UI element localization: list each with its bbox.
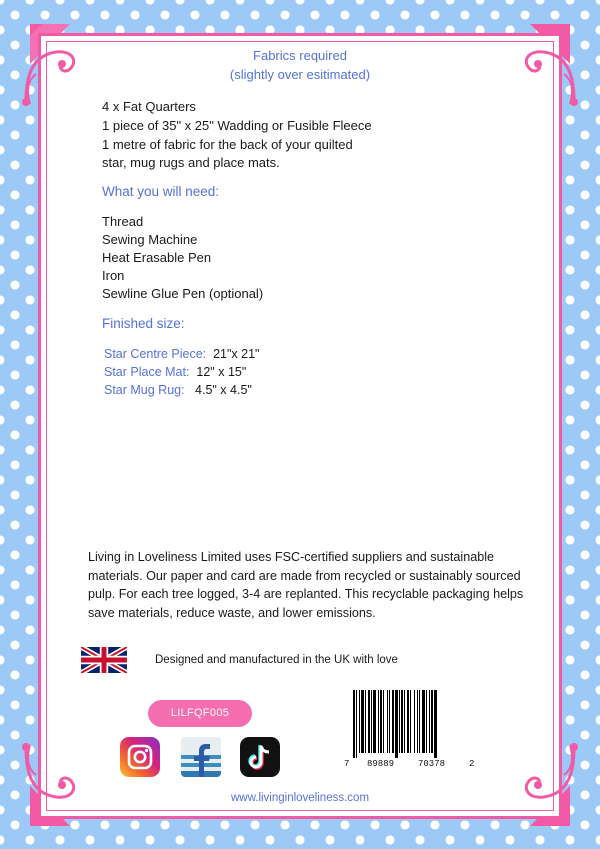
- barcode-bar: [417, 690, 418, 753]
- barcode-bar: [404, 690, 405, 753]
- barcode-bar: [389, 690, 390, 753]
- barcode-bar: [392, 690, 394, 753]
- instagram-icon[interactable]: [120, 737, 160, 777]
- barcode-bar: [431, 690, 433, 753]
- barcode-bar: [407, 690, 409, 753]
- barcode-bar: [353, 690, 355, 758]
- barcode: [353, 690, 465, 758]
- size-row: [104, 383, 252, 397]
- instagram-glyph-icon: [120, 737, 160, 777]
- barcode-bar: [387, 690, 388, 753]
- barcode-bar: [365, 690, 366, 753]
- size-row: [104, 347, 260, 361]
- barcode-bar: [429, 690, 430, 753]
- barcode-bar: [434, 690, 437, 758]
- barcode-bar: [378, 690, 379, 753]
- needs-heading: What you will need:: [102, 184, 220, 199]
- sustainability-text: Living in Loveliness Limited uses FSC-certified suppliers and sustainable materials. Our paper and card are made from recycled or sustainably sourced pulp. For each tree logged, 3-4 are replanted. This recyclable packaging helps save materials, reduce waste, and lower emissions.: [88, 550, 524, 620]
- barcode-bar: [419, 690, 420, 753]
- size-value: 12" x 15": [196, 365, 247, 379]
- size-value: 21"x 21": [213, 347, 260, 361]
- barcode-bar: [356, 690, 357, 758]
- size-row: [104, 365, 246, 379]
- barcode-bar: [368, 690, 370, 753]
- page-title: Fabrics required: [253, 48, 347, 63]
- size-label: Star Mug Rug:: [104, 383, 185, 397]
- needs-item: Iron: [102, 268, 125, 283]
- size-label: Star Place Mat:: [104, 365, 190, 379]
- facebook-glyph-icon: [181, 737, 221, 777]
- page-subtitle: (slightly over esitimated): [229, 67, 371, 82]
- website-link[interactable]: www.livinginloveliness.com: [230, 792, 370, 804]
- barcode-bar: [410, 690, 411, 753]
- facebook-icon[interactable]: [181, 737, 221, 777]
- barcode-digit: 2: [469, 759, 475, 769]
- barcode-bar: [426, 690, 427, 753]
- made-in-uk-text: Designed and manufactured in the UK with love: [155, 654, 398, 666]
- tiktok-icon[interactable]: [240, 737, 280, 777]
- needs-item: Sewing Machine: [102, 232, 198, 247]
- finished-heading: Finished size:: [102, 316, 185, 331]
- barcode-bar: [380, 690, 382, 753]
- barcode-bar: [361, 690, 364, 753]
- tiktok-glyph-icon: [240, 737, 280, 777]
- uk-flag-icon: [81, 647, 127, 673]
- barcode-digits: 89889: [367, 759, 395, 769]
- barcode-bar: [373, 690, 376, 753]
- barcode-bar: [399, 690, 400, 753]
- barcode-bar: [371, 690, 372, 753]
- fabric-line: 1 piece of 35" x 25" Wadding or Fusible Fleece: [102, 118, 372, 133]
- barcode-bar: [401, 690, 403, 753]
- size-value: 4.5" x 4.5": [195, 383, 252, 397]
- fabric-line: 4 x Fat Quarters: [102, 99, 196, 114]
- needs-item: Heat Erasable Pen: [102, 250, 212, 265]
- barcode-bar: [395, 690, 398, 758]
- fabric-line: star, mug rugs and place mats.: [102, 155, 280, 170]
- needs-item: Thread: [102, 214, 144, 229]
- product-code-badge: LILFQF005: [148, 700, 252, 727]
- size-label: Star Centre Piece:: [104, 347, 207, 361]
- barcode-digit: 7: [344, 759, 350, 769]
- barcode-bar: [422, 690, 425, 753]
- barcode-bar: [359, 690, 360, 753]
- barcode-bar: [414, 690, 415, 753]
- barcode-bar: [383, 690, 384, 753]
- fabric-line: 1 metre of fabric for the back of your quilted: [102, 137, 353, 152]
- needs-item: Sewline Glue Pen (optional): [102, 286, 264, 301]
- barcode-digits: 70378: [418, 759, 446, 769]
